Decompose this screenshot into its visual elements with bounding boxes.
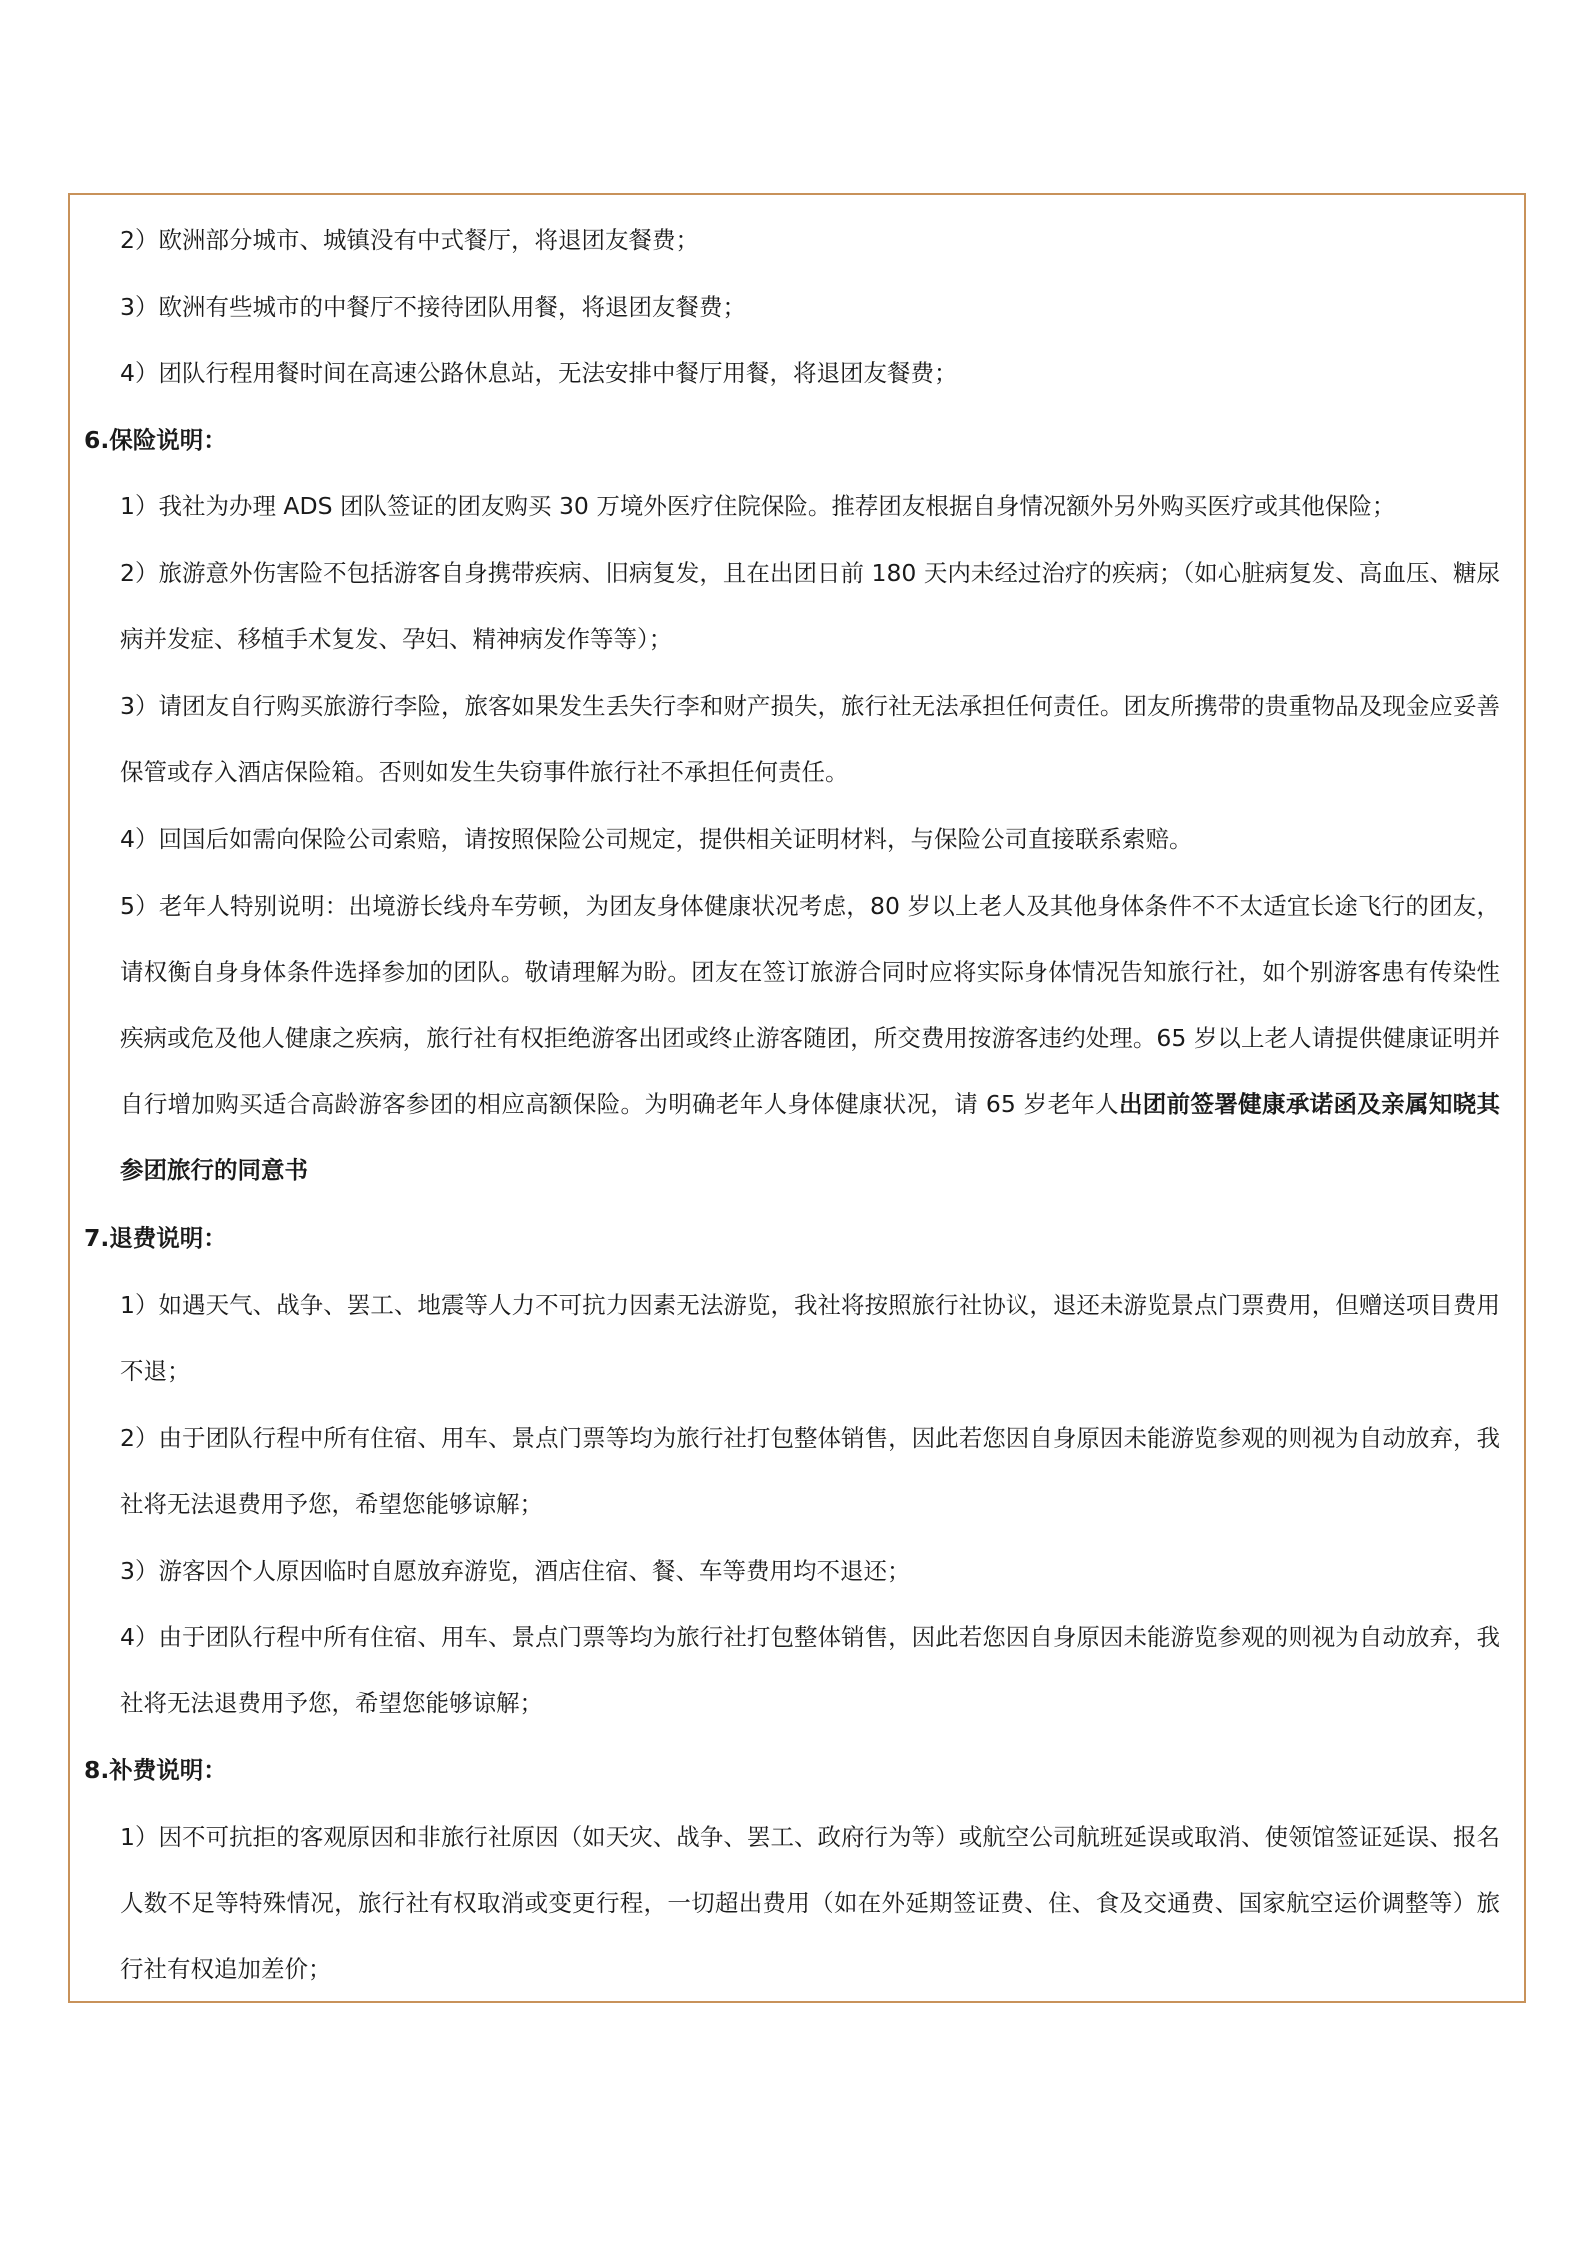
- content-frame: [68, 193, 1526, 2003]
- insurance-note-3: 3）请团友自行购买旅游行李险，旅客如果发生丢失行李和财产损失，旅行社无法承担任何责任。团友所携带的贵重物品及现金应妥善保管或存入酒店保险箱。否则如发生失窃事件旅行社不承担任何责任。: [120, 692, 1500, 786]
- refund-note-2: 2）由于团队行程中所有住宿、用车、景点门票等均为旅行社打包整体销售，因此若您因自身原因未能游览参观的则视为自动放弃，我社将无法退费用予您，希望您能够谅解；: [120, 1424, 1500, 1518]
- refund-heading: 7.退费说明：: [84, 1224, 227, 1252]
- elderly-note-bold: 出团前签署健康承诺函及亲属知晓其参团旅行的同意书: [120, 1090, 1501, 1184]
- meal-note-4: 4）团队行程用餐时间在高速公路休息站，无法安排中餐厅用餐，将退团友餐费；: [120, 359, 958, 387]
- insurance-note-2: 2）旅游意外伤害险不包括游客自身携带疾病、旧病复发，且在出团日前 180 天内未经过治疗的疾病；（如心脏病复发、高血压、糖尿病并发症、移植手术复发、孕妇、精神病发作等等）；: [120, 559, 1500, 653]
- extra-fee-heading: 8.补费说明：: [84, 1756, 227, 1784]
- refund-note-1: 1）如遇天气、战争、罢工、地震等人力不可抗力因素无法游览，我社将按照旅行社协议，退还未游览景点门票费用，但赠送项目费用不退；: [120, 1291, 1500, 1385]
- insurance-note-4: 4）回国后如需向保险公司索赔，请按照保险公司规定，提供相关证明材料，与保险公司直接联系索赔。: [120, 825, 1193, 853]
- refund-note-4: 4）由于团队行程中所有住宿、用车、景点门票等均为旅行社打包整体销售，因此若您因自身原因未能游览参观的则视为自动放弃，我社将无法退费用予您，希望您能够谅解；: [120, 1623, 1500, 1717]
- insurance-note-5: [120, 873, 1500, 1203]
- meal-note-3: 3）欧洲有些城市的中餐厅不接待团队用餐，将退团友餐费；: [120, 293, 746, 321]
- extra-fee-note-1: 1）因不可抗拒的客观原因和非旅行社原因（如天灾、战争、罢工、政府行为等）或航空公司航班延误或取消、使领馆签证延误、报名人数不足等特殊情况，旅行社有权取消或变更行程，一切超出费用（如在外延期签证费、住、食及交通费、国家航空运价调整等）旅行社有权追加差价；: [120, 1823, 1500, 1983]
- elderly-note-text: 5）老年人特别说明：出境游长线舟车劳顿，为团友身体健康状况考虑，80 岁以上老人及其他身体条件不不太适宜长途飞行的团友，请权衡自身身体条件选择参加的团队。敬请理解为盼。团友在签订旅游合同时应将实际身体情况告知旅行社，如个别游客患有传染性疾病或危及他人健康之疾病，旅行社有权拒绝游客出团或终止游客随团，所交费用按游客违约处理。65 岁以上老人请提供健康证明并自行增加购买适合高龄游客参团的相应高额保险。为明确老年人身体健康状况，请 65 岁老年人: [120, 892, 1500, 1118]
- meal-note-2: 2）欧洲部分城市、城镇没有中式餐厅，将退团友餐费；: [120, 226, 699, 254]
- insurance-heading: 6.保险说明：: [84, 426, 227, 454]
- insurance-note-1: 1）我社为办理 ADS 团队签证的团友购买 30 万境外医疗住院保险。推荐团友根据自身情况额外另外购买医疗或其他保险；: [120, 492, 1396, 520]
- document-body: [70, 195, 1524, 2001]
- refund-note-3: 3）游客因个人原因临时自愿放弃游览，酒店住宿、餐、车等费用均不退还；: [120, 1557, 911, 1585]
